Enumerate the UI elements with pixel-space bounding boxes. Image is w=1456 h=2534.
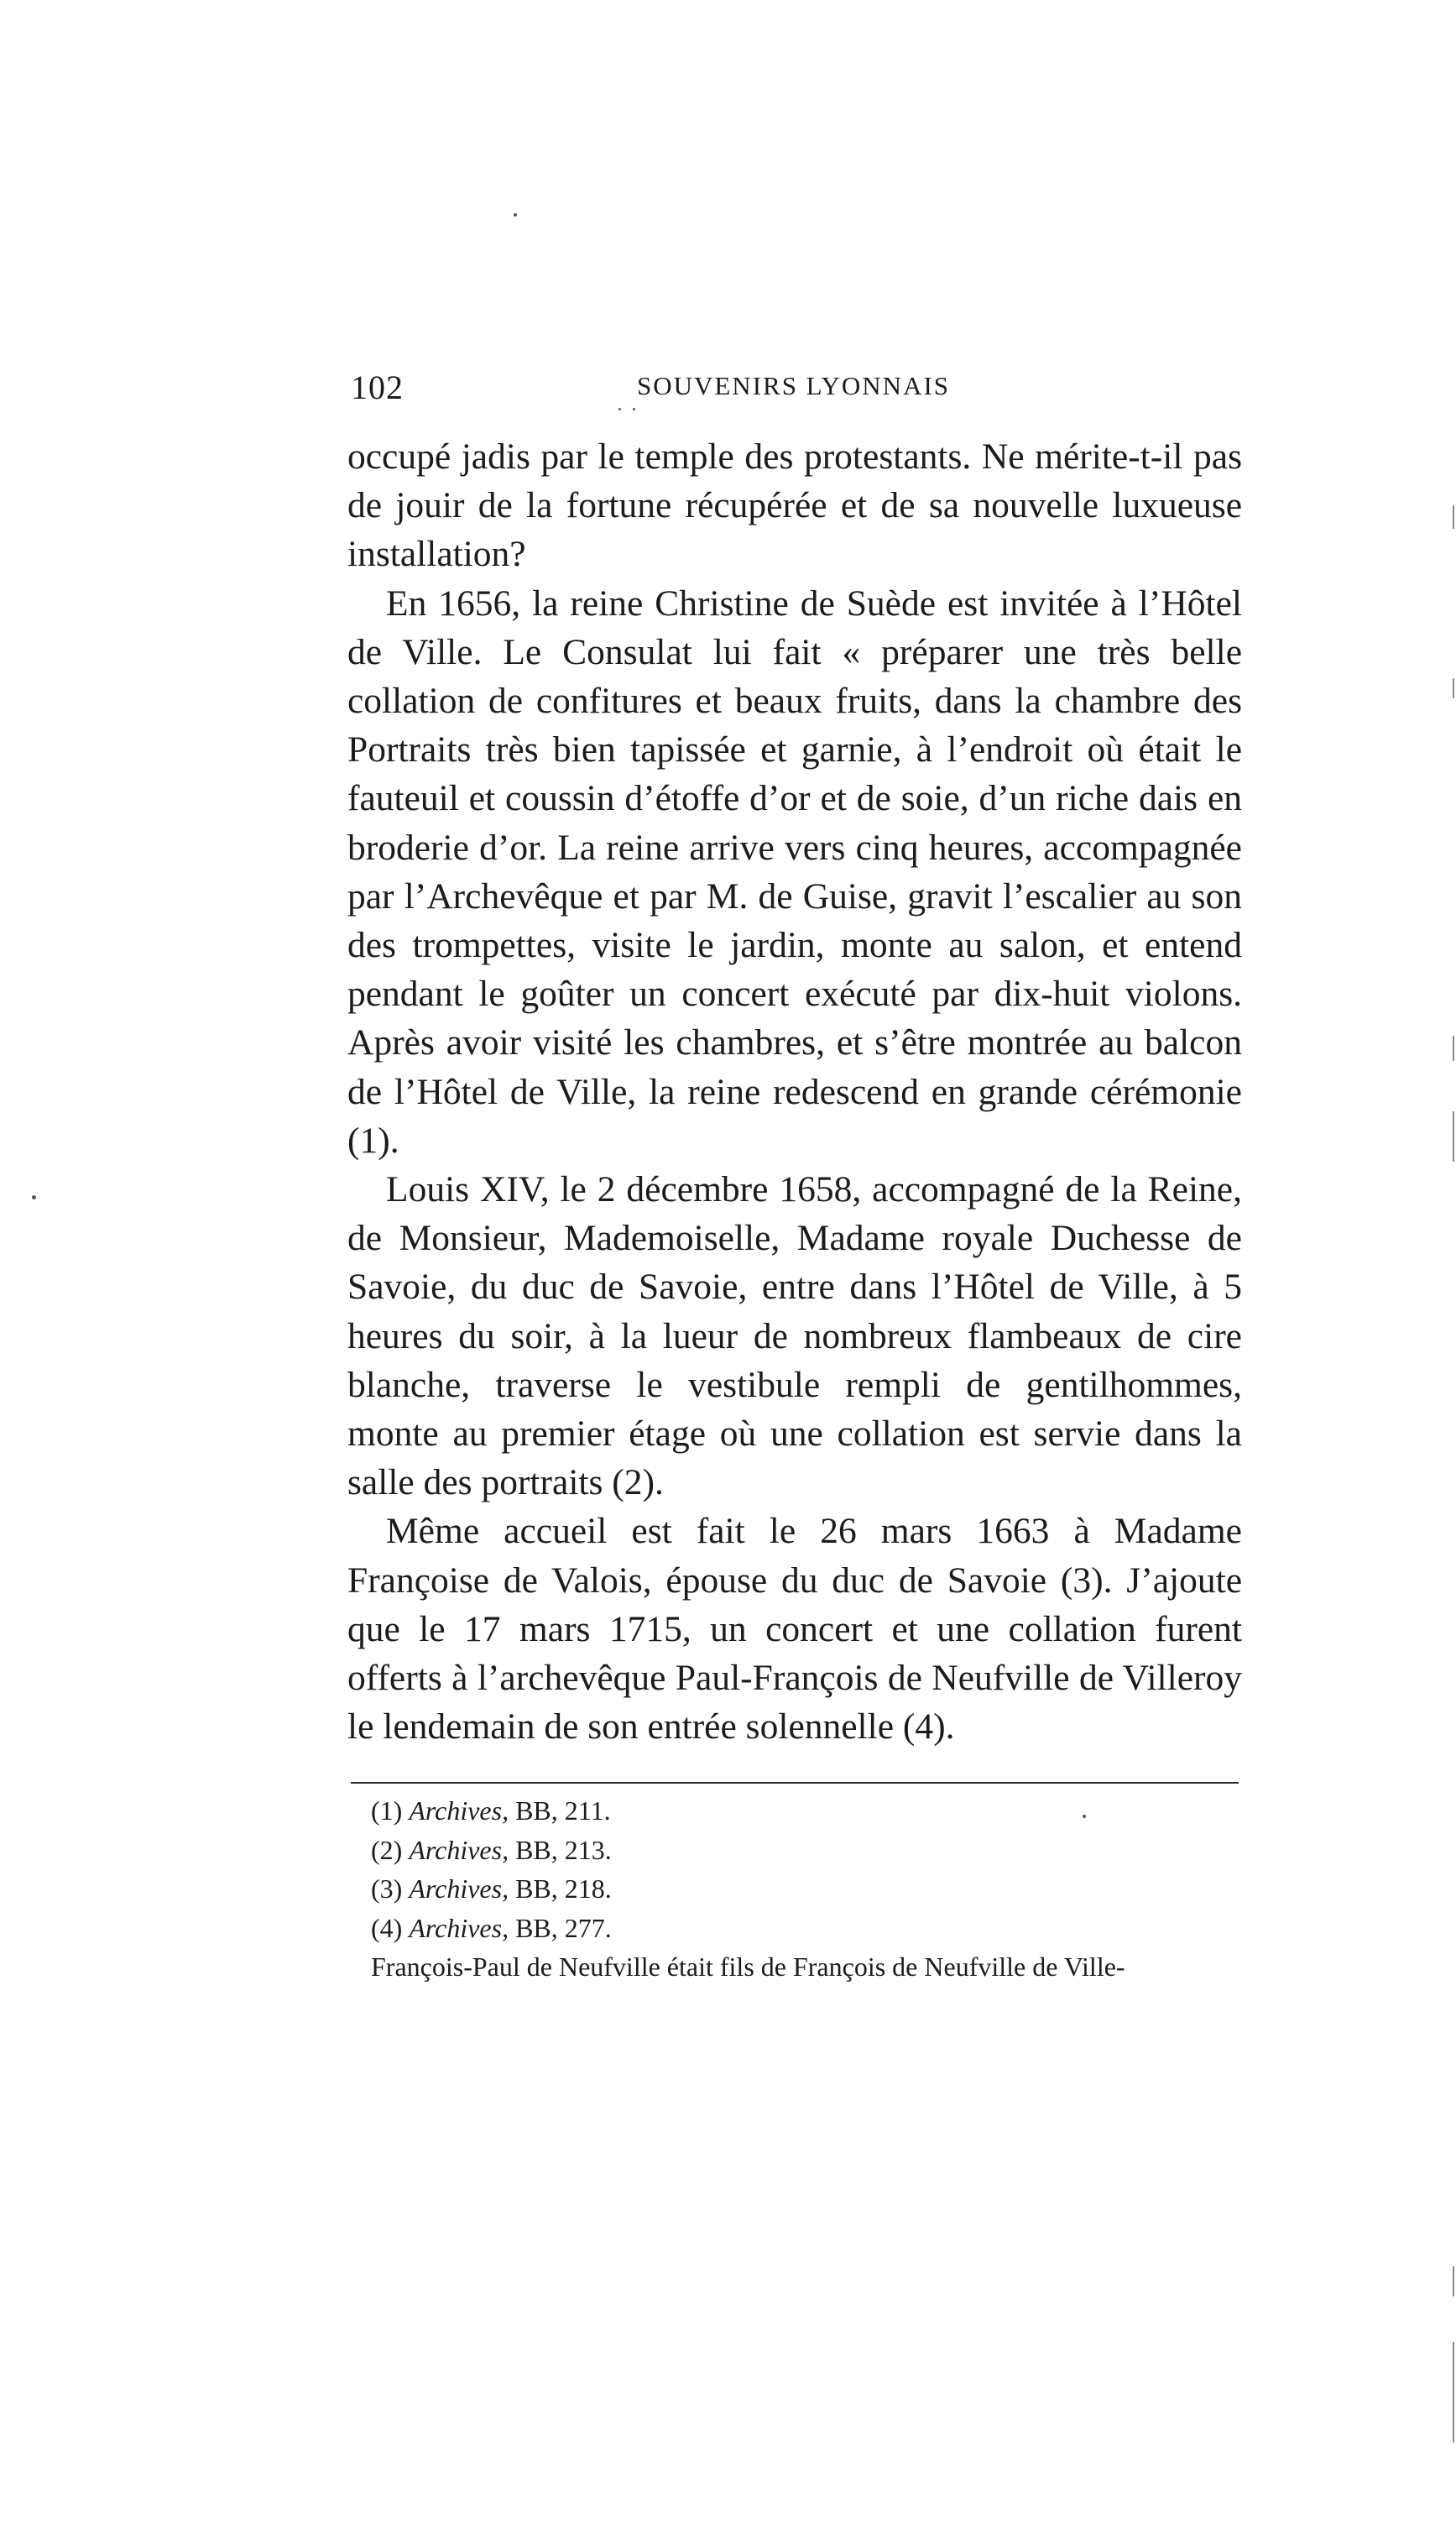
body-text bbox=[347, 432, 1242, 1751]
footnote-source: Archives, bbox=[409, 1873, 509, 1904]
footnotes bbox=[371, 1791, 1244, 1987]
running-title: SOUVENIRS LYONNAIS bbox=[636, 371, 951, 400]
paragraph-continuation: occupé jadis par le temple des protestants. Ne mérite-t-il pas de jouir de la fortune récupérée et de sa nouvelle luxueuse installation? bbox=[347, 436, 1242, 575]
footnote-reference: BB, 277. bbox=[515, 1912, 612, 1943]
scan-edge-mark bbox=[1453, 678, 1454, 698]
footnote-marker: (2) bbox=[371, 1834, 403, 1865]
footnote-marker: (1) bbox=[371, 1795, 403, 1826]
footnote-marker: (3) bbox=[371, 1873, 403, 1904]
footnote-4 bbox=[371, 1909, 1244, 1948]
page-header bbox=[351, 368, 1236, 418]
footnote-continuation: François-Paul de Neufville était fils de François de Neufville de Ville- bbox=[371, 1951, 1125, 1982]
page-number: 102 bbox=[351, 368, 404, 406]
footnote-1 bbox=[371, 1791, 1244, 1831]
scan-edge-mark bbox=[1453, 2266, 1454, 2296]
scan-edge-mark bbox=[1453, 2342, 1454, 2443]
paragraph-louis-xiv: Louis XIV, le 2 décembre 1658, accompagné de la Reine, de Monsieur, Mademoiselle, Madame royale Duchesse de Savoie, du duc de Savoie, entre dans l’Hôtel de Ville, à 5 heures du soir, à la lueur de nombreux flambeaux de cire blanche, traverse le vestibule rempli de gentilhommes, monte au premier étage où une collation est servie dans la salle des portraits (2). bbox=[347, 1169, 1242, 1503]
scan-edge-mark bbox=[1453, 1111, 1454, 1162]
scan-edge-mark bbox=[1453, 505, 1454, 529]
footnote-source: Archives, bbox=[409, 1834, 509, 1865]
footnote-reference: BB, 213. bbox=[515, 1834, 612, 1865]
scan-speck bbox=[514, 213, 517, 217]
footnote-3 bbox=[371, 1869, 1244, 1909]
footnote-marker: (4) bbox=[371, 1912, 403, 1943]
footnote-source: Archives, bbox=[409, 1795, 509, 1826]
footnote-reference: BB, 211. bbox=[515, 1795, 611, 1826]
footnote-source: Archives, bbox=[409, 1912, 509, 1943]
footnote-2 bbox=[371, 1831, 1244, 1870]
scan-speck bbox=[32, 1195, 36, 1199]
scan-edge-mark bbox=[1453, 1036, 1454, 1061]
paragraph-christine: En 1656, la reine Christine de Suède est invitée à l’Hôtel de Ville. Le Consulat lui fait « préparer une très belle collation de confitures et beaux fruits, dans la chambre des Portraits très bien tapissée et garnie, à l’endroit où était le fauteuil et coussin d’étoffe d’or et de soie, d’un riche dais en broderie d’or. La reine arrive vers cinq heures, accompagnée par l’Archevêque et par M. de Guise, gravit l’escalier au son des trompettes, visite le jardin, monte au salon, et entend pendant le goûter un concert exécuté par dix-huit violons. Après avoir visité les chambres, et s’être montrée au balcon de l’Hôtel de Ville, la reine redescend en grande cérémonie (1). bbox=[347, 583, 1242, 1161]
paragraph-francoise: Même accueil est fait le 26 mars 1663 à Madame Françoise de Valois, épouse du duc de Savoie (3). J’ajoute que le 17 mars 1715, un concert et une collation furent offerts à l’archevêque Paul-François de Neufville de Villeroy le lendemain de son entrée solennelle (4). bbox=[347, 1511, 1242, 1748]
footnote-divider bbox=[351, 1782, 1239, 1784]
footnote-reference: BB, 218. bbox=[515, 1873, 612, 1904]
